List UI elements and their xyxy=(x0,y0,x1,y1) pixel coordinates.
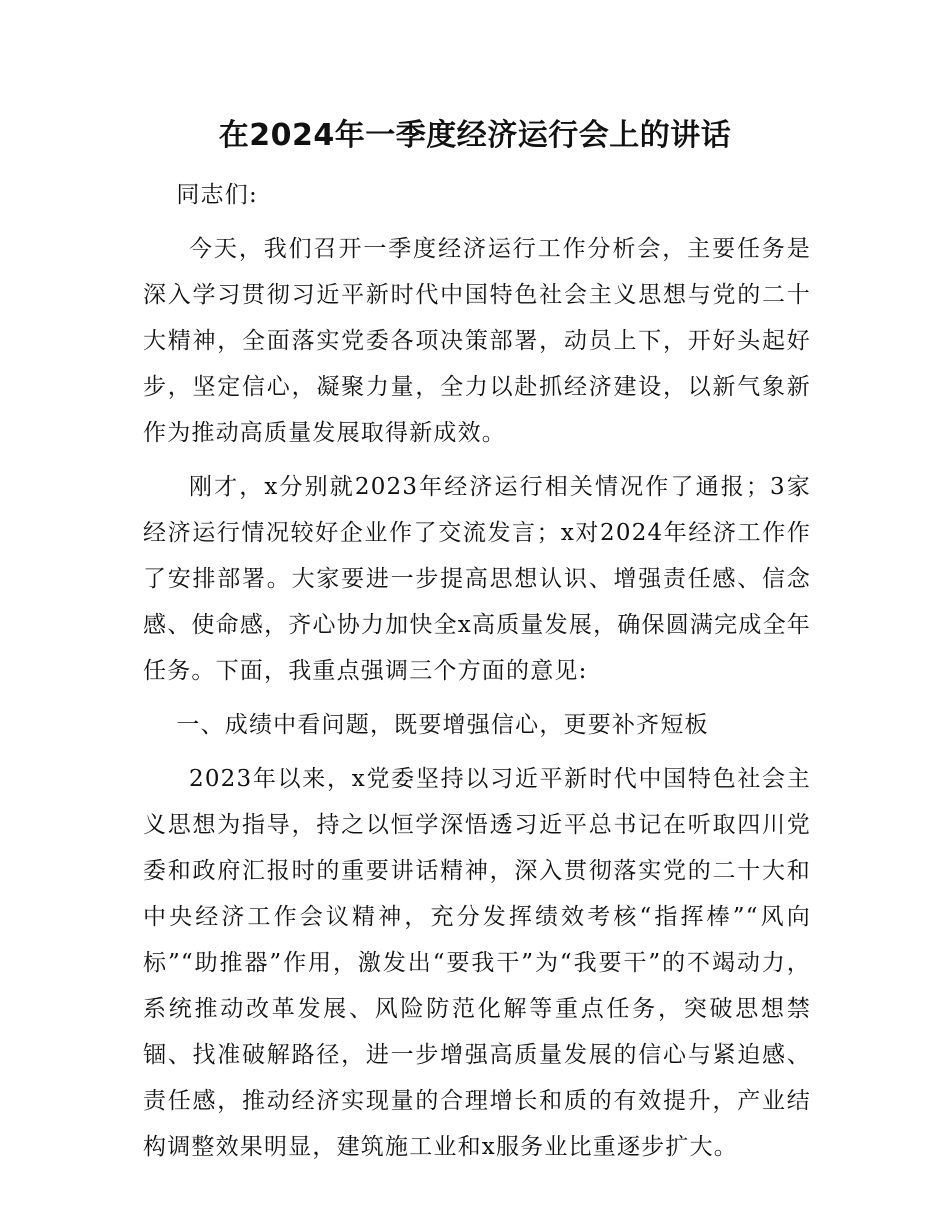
document-body xyxy=(143,172,811,1178)
salutation: 同志们: xyxy=(176,182,258,208)
document-title: 在2024年一季度经济运行会上的讲话 xyxy=(218,118,732,153)
section-paragraph: 2023年以来，x党委坚持以习近平新时代中国特色社会主义思想为指导，持之以恒学深悟透习近平总书记在听取四川党委和政府汇报时的重要讲话精神，深入贯彻落实党的二十大和中央经济工作会议精神，充分发挥绩效考核“指挥棒”“风向标”“助推器”作用，激发出“要我干”为“我要干”的不竭动力，系统推动改革发展、风险防范化解等重点任务，突破思想禁锢、找准破解路径，进一步增强高质量发展的信心与紧迫感、责任感，推动经济实现量的合理增长和质的有效提升，产业结构调整效果明显，建筑施工业和x服务业比重逐步扩大。 xyxy=(143,766,811,1160)
section-heading: 一、成绩中看问题，既要增强信心，更要补齐短板 xyxy=(176,712,709,738)
paragraph-opening: 今天，我们召开一季度经济运行工作分析会，主要任务是深入学习贯彻习近平新时代中国特色社会主义思想与党的二十大精神，全面落实党委各项决策部署，动员上下，开好头起好步，坚定信心，凝聚力量，全力以赴抓经济建设，以新气象新作为推动高质量发展取得新成效。 xyxy=(143,236,811,446)
paragraph-summary: 刚才，x分别就2023年经济运行相关情况作了通报；3家经济运行情况较好企业作了交流发言；x对2024年经济工作作了安排部署。大家要进一步提高思想认识、增强责任感、信念感、使命感，齐心协力加快全x高质量发展，确保圆满完成全年任务。下面，我重点强调三个方面的意见: xyxy=(143,474,811,684)
